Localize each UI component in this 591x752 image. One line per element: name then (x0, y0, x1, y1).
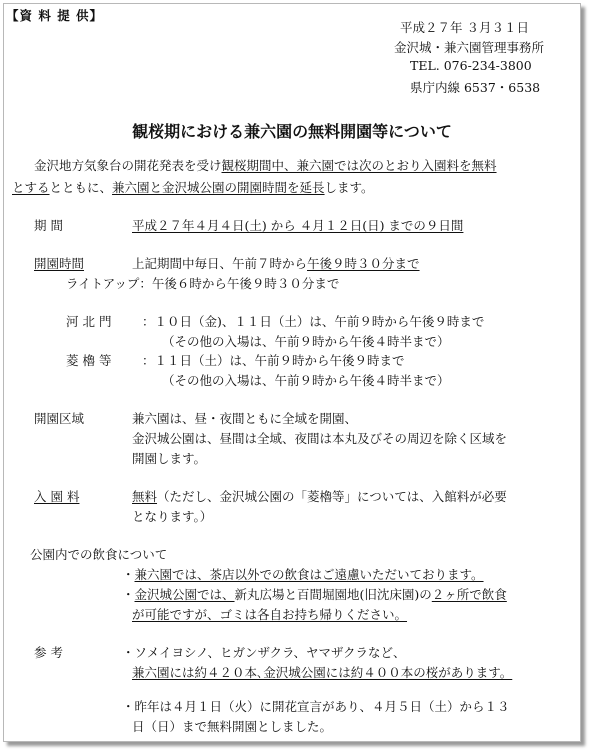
food-bullet-1 (122, 565, 484, 583)
food-bullet-text: 新丸広場と百間堀園地(旧沈床園)の (234, 587, 432, 602)
bullet-mark: ・ (122, 567, 135, 582)
lightup-hours: ライトアップ：午後６時から午後９時３０分まで (66, 276, 340, 291)
document-page (3, 3, 581, 742)
kahoku-gate-other-hours: （その他の入場は、午前９時から午後４時半まで） (162, 334, 450, 349)
hours-underlined-text: 午後９時３０分まで (307, 256, 420, 271)
area-line-3: 開園します。 (132, 451, 207, 466)
fee-note: （ただし、金沢城公園の「菱櫓等」については、入館料が必要 (157, 489, 507, 504)
hishi-yagura-hours: ：１１日（土）は、午前９時から午後９時まで (142, 353, 405, 368)
food-bullet-text: 金沢城公園では、 (134, 587, 235, 602)
reference-bullet-1-line-2: 兼六園には約４２０本､金沢城公園には約４００本の桜があります。 (132, 665, 513, 680)
hishi-yagura-label: 菱 櫓 等 (66, 353, 112, 368)
intro-underlined-text: 兼六園と金沢城公園の開園時間を延長 (112, 180, 325, 195)
food-bullet-text: 兼六園では、茶店以外での飲食はご遠慮いただいております。 (134, 567, 484, 582)
food-bullet-2 (122, 585, 507, 603)
intro-underlined-text: 観桜期間中、兼六園では次のとおり入園料を無料 (221, 158, 497, 173)
area-line-2: 金沢城公園は、昼間は全域、夜間は本丸及びその周辺を除く区域を (132, 431, 508, 446)
reference-bullet-1: ・ソメイヨシノ、ヒガンザクラ、ヤマザクラなど、 (122, 645, 406, 660)
area-line-1: 兼六園は、昼・夜間ともに全域を開園、 (132, 411, 358, 426)
reference-bullet-2-line-2: 日（日）まで無料開園としました。 (132, 719, 333, 734)
hours-label: 開園時間 (34, 256, 85, 271)
area-label: 開園区域 (34, 411, 85, 426)
reference-bullet-2: ・昨年は４月１日（火）に開花宣言があり、４月５日（土）から１３ (122, 699, 510, 714)
fee-line-2: となります。） (132, 509, 213, 524)
intro-text: 金沢地方気象台の開花発表を受け (34, 158, 222, 173)
hours-line-1 (132, 254, 420, 272)
fee-label: 入 園 料 (34, 489, 80, 504)
intro-underlined-text: とする (12, 180, 50, 195)
hours-text: 上記期間中毎日、午前７時から (132, 256, 308, 271)
press-release-label: 【資 料 提 供】 (6, 8, 104, 23)
bullet-mark: ・ (122, 587, 135, 602)
food-bullet-text: ２ヶ所で飲食 (431, 587, 507, 602)
kahoku-gate-hours: ：１０日（金)、１１日（土）は、午前９時から午後９時まで (142, 314, 485, 329)
kahoku-gate-label: 河 北 門 (66, 314, 112, 329)
period-text: 平成２７年４月４日(土) から ４月１２日(日) までの９日間 (132, 218, 464, 233)
telephone-number: TEL. 076-234-3800 (410, 58, 532, 73)
intro-line-1 (34, 156, 497, 174)
issuing-office: 金沢城・兼六園管理事務所 (394, 40, 545, 55)
food-bullet-2-line-2: が可能ですが、ゴミは各自お持ち帰りください。 (132, 607, 408, 622)
period-label: 期 間 (34, 218, 63, 233)
intro-line-2 (12, 178, 374, 196)
fee-free-text: 無料 (132, 489, 158, 504)
food-heading: 公園内での飲食について (30, 547, 168, 562)
reference-label: 参 考 (34, 645, 63, 660)
document-title: 観桜期における兼六園の無料開園等について (132, 122, 452, 141)
intro-text: とともに、 (49, 180, 113, 195)
release-date: 平成２７年 ３月３１日 (400, 20, 529, 35)
hishi-yagura-other-hours: （その他の入場は、午前９時から午後４時半まで） (162, 373, 450, 388)
extension-number: 県庁内線 6537・6538 (410, 80, 541, 95)
fee-line-1 (132, 487, 507, 505)
intro-text: します。 (324, 180, 374, 195)
